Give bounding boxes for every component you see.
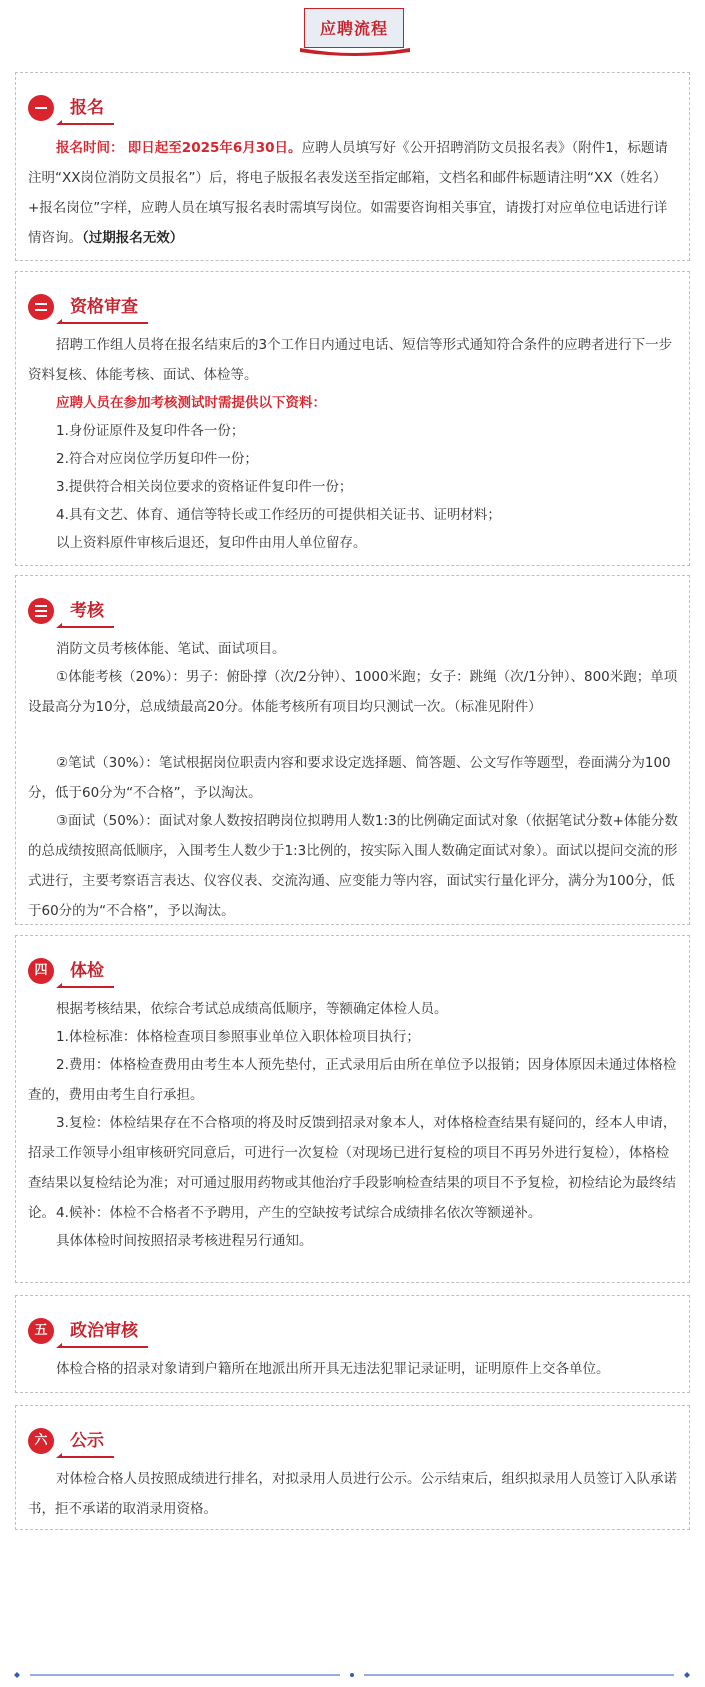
section-title: 考核 [70, 601, 104, 621]
section-underline [62, 626, 114, 628]
section-number-badge: 六 [28, 1428, 54, 1454]
registration-deadline: 即日起至2025年6月30日。 [127, 140, 302, 156]
assessment-physical: ①体能考核（20%）：男子：俯卧撑（次/2分钟）、1000米跑；女子：跳绳（次/1分钟）、800米跑；单项设最高分为10分，总成绩最高20分。体能考核所有项目均只测试一次。（标准见附件） [28, 669, 678, 715]
section-qualification [15, 271, 690, 566]
medical-recheck: 3.复检：体检结果存在不合格项的将及时反馈到招录对象本人，对体格检查结果有疑问的，经本人申请，招录工作领导小组审核研究同意后，可进行一次复检（对现场已进行复检的项目不再另外进行复检），体格检查结果以复检结论为准；对可通过服用药物或其他治疗手段影响检查结果的项目不予复检，初检结论为最终结论。 [28, 1115, 677, 1221]
section-title: 报名 [70, 98, 104, 118]
footer-divider [0, 1664, 705, 1686]
qualification-item: 4.具有文艺、体育、通信等特长或工作经历的可提供相关证书、证明材料； [56, 507, 501, 523]
registration-text: 应聘人员填写好《公开招聘消防文员报名表》（附件1，标题请注明“XX岗位消防文员报名”）后，将电子版报名表发送至指定邮箱，文档名和邮件标题请注明“XX（姓名）+报名岗位”字样，应聘人员在填写报名表时需填写岗位。如需要咨询相关事宜，请拨打对应单位电话进行详情咨询。 [28, 140, 668, 246]
assessment-intro: 消防文员考核体能、笔试、面试项目。 [56, 641, 286, 657]
banner-ribbon [300, 44, 410, 58]
registration-paragraph [28, 133, 680, 253]
medical-intro: 根据考核结果，依综合考试总成绩高低顺序，等额确定体检人员。 [56, 1001, 448, 1017]
section-registration [15, 72, 690, 261]
section-number-badge [28, 598, 54, 624]
section-number-badge: 五 [28, 1318, 54, 1344]
section-assessment [15, 575, 690, 925]
section-number-badge [28, 294, 54, 320]
assessment-written: ②笔试（30%）：笔试根据岗位职责内容和要求设定选择题、简答题、公文写作等题型，卷面满分为100分，低于60分为“不合格”，予以淘汰。 [28, 755, 671, 801]
section-underline [62, 1456, 114, 1458]
section-underline [62, 986, 114, 988]
qualification-item: 3.提供符合相关岗位要求的资格证件复印件一份； [56, 479, 353, 495]
medical-schedule-note: 具体体检时间按照招录考核进程另行通知。 [56, 1233, 313, 1249]
section-title: 资格审查 [70, 297, 138, 317]
qualification-item: 1.身份证原件及复印件各一份； [56, 423, 245, 439]
publicity-text: 对体检合格人员按照成绩进行排名，对拟录用人员进行公示。公示结束后，组织拟录用人员签订入队承诺书，拒不承诺的取消录用资格。 [28, 1471, 677, 1517]
banner-title: 应聘流程 [319, 19, 388, 38]
registration-time-label: 报名时间： [56, 140, 124, 156]
section-title: 公示 [70, 1431, 104, 1451]
section-title: 政治审核 [70, 1321, 138, 1341]
qualification-note: 以上资料原件审核后退还，复印件由用人单位留存。 [56, 535, 367, 551]
qualification-intro: 招聘工作组人员将在报名结束后的3个工作日内通过电话、短信等形式通知符合条件的应聘者进行下一步资料复核、体能考核、面试、体检等。 [28, 337, 673, 383]
section-publicity [15, 1405, 690, 1530]
assessment-interview: ③面试（50%）：面试对象人数按招聘岗位拟聘用人数1:3的比例确定面试对象（依据笔试分数+体能分数的总成绩按照高低顺序，入围考生人数少于1:3比例的，按实际入围人数确定面试对象）。面试以提问交流的形式进行，主要考察语言表达、仪容仪表、交流沟通、应变能力等内容，面试实行量化评分，满分为100分，低于60分的为“不合格”，予以淘汰。 [28, 813, 678, 919]
registration-note: （过期报名无效） [82, 230, 184, 246]
page-banner [300, 8, 410, 60]
section-political-review [15, 1295, 690, 1393]
qualification-materials-heading: 应聘人员在参加考核测试时需提供以下资料： [56, 395, 326, 411]
medical-substitute: 4.候补：体检不合格者不予聘用，产生的空缺按考试综合成绩排名依次等额递补。 [56, 1205, 542, 1221]
section-title: 体检 [70, 961, 104, 981]
qualification-item: 2.符合对应岗位学历复印件一份； [56, 451, 258, 467]
political-review-text: 体检合格的招录对象请到户籍所在地派出所开具无违法犯罪记录证明，证明原件上交各单位。 [56, 1361, 610, 1377]
section-number-badge: 四 [28, 958, 54, 984]
medical-standard: 1.体检标准：体格检查项目参照事业单位入职体检项目执行； [56, 1029, 420, 1045]
section-medical [15, 935, 690, 1283]
section-number-badge [28, 95, 54, 121]
section-underline [62, 123, 114, 125]
medical-cost: 2.费用：体格检查费用由考生本人预先垫付，正式录用后由所在单位予以报销；因身体原因未通过体格检查的，费用由考生自行承担。 [28, 1057, 677, 1103]
section-underline [62, 1346, 148, 1348]
section-underline [62, 322, 148, 324]
